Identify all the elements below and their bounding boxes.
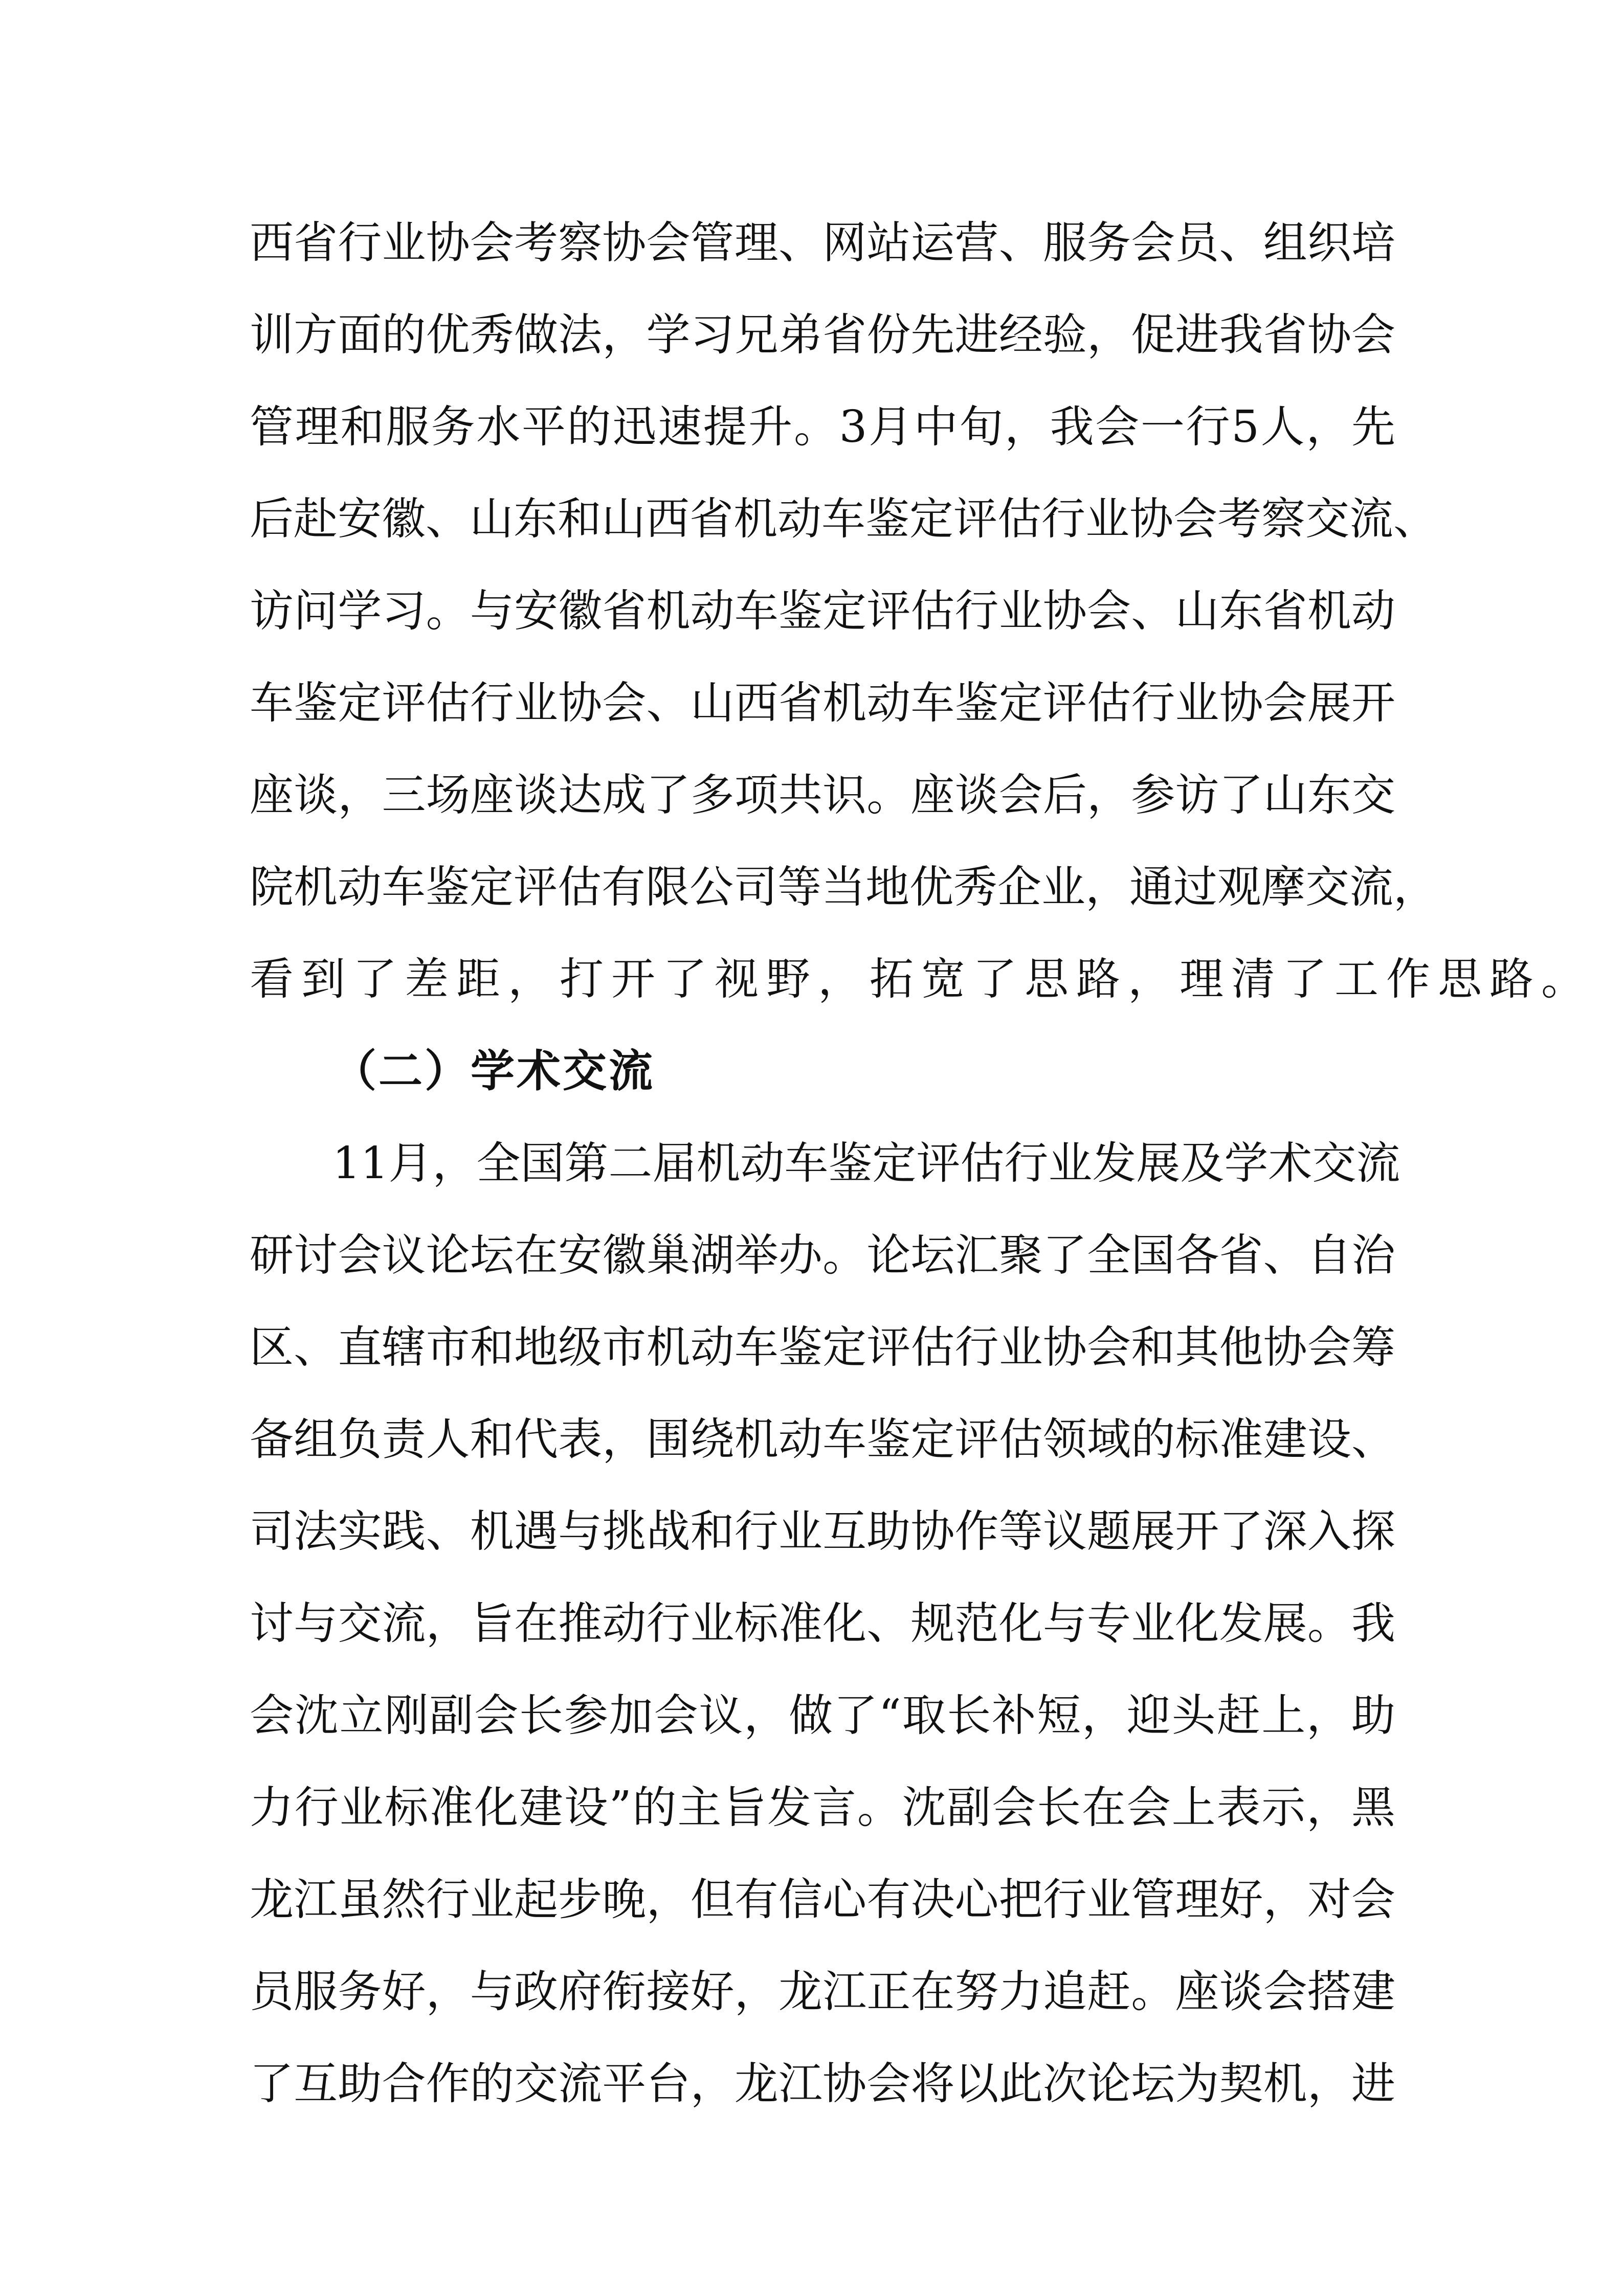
paragraph-1-line-3: 管理和服务水平的迅速提升。3月中旬，我会一行5人，先 <box>250 401 1395 453</box>
paragraph-1-line-4: 后赴安徽、山东和山西省机动车鉴定评估行业协会考察交流、 <box>250 493 1437 545</box>
paragraph-2-line-3: 区、直辖市和地级市机动车鉴定评估行业协会和其他协会筹 <box>250 1322 1395 1373</box>
section-heading: （二）学术交流 <box>332 1046 655 1097</box>
paragraph-2-line-11: 了互助合作的交流平台，龙江协会将以此次论坛为契机，进 <box>250 2058 1395 2109</box>
paragraph-2-line-9: 龙江虽然行业起步晚，但有信心有决心把行业管理好，对会 <box>250 1874 1395 1925</box>
paragraph-2-line-4: 备组负责人和代表，围绕机动车鉴定评估领域的标准建设、 <box>250 1414 1395 1465</box>
paragraph-2-line-2: 研讨会议论坛在安徽巢湖举办。论坛汇聚了全国各省、自治 <box>250 1230 1395 1281</box>
paragraph-2-line-6: 讨与交流，旨在推动行业标准化、规范化与专业化发展。我 <box>250 1598 1395 1649</box>
paragraph-1-line-7: 座谈，三场座谈达成了多项共识。座谈会后，参访了山东交 <box>250 770 1395 821</box>
paragraph-2-line-8: 力行业标准化建设”的主旨发言。沈副会长在会上表示，黑 <box>250 1782 1395 1833</box>
paragraph-1-line-6: 车鉴定评估行业协会、山西省机动车鉴定评估行业协会展开 <box>250 678 1395 729</box>
paragraph-2-line-10: 员服务好，与政府衔接好，龙江正在努力追赶。座谈会搭建 <box>250 1966 1395 2017</box>
paragraph-2-line-7: 会沈立刚副会长参加会议，做了“取长补短，迎头赶上，助 <box>250 1690 1395 1741</box>
paragraph-1-line-8: 院机动车鉴定评估有限公司等当地优秀企业，通过观摩交流， <box>250 862 1437 913</box>
paragraph-1-line-2: 训方面的优秀做法，学习兄弟省份先进经验，促进我省协会 <box>250 309 1395 361</box>
paragraph-1-line-1: 西省行业协会考察协会管理、网站运营、服务会员、组织培 <box>250 217 1395 268</box>
paragraph-2-line-5: 司法实践、机遇与挑战和行业互助协作等议题展开了深入探 <box>250 1506 1395 1557</box>
paragraph-1-line-5: 访问学习。与安徽省机动车鉴定评估行业协会、山东省机动 <box>250 586 1395 637</box>
paragraph-2-line-1: 11月，全国第二届机动车鉴定评估行业发展及学术交流 <box>332 1138 1400 1189</box>
paragraph-1-line-9: 看到了差距，打开了视野，拓宽了思路，理清了工作思路。 <box>250 954 1593 1005</box>
